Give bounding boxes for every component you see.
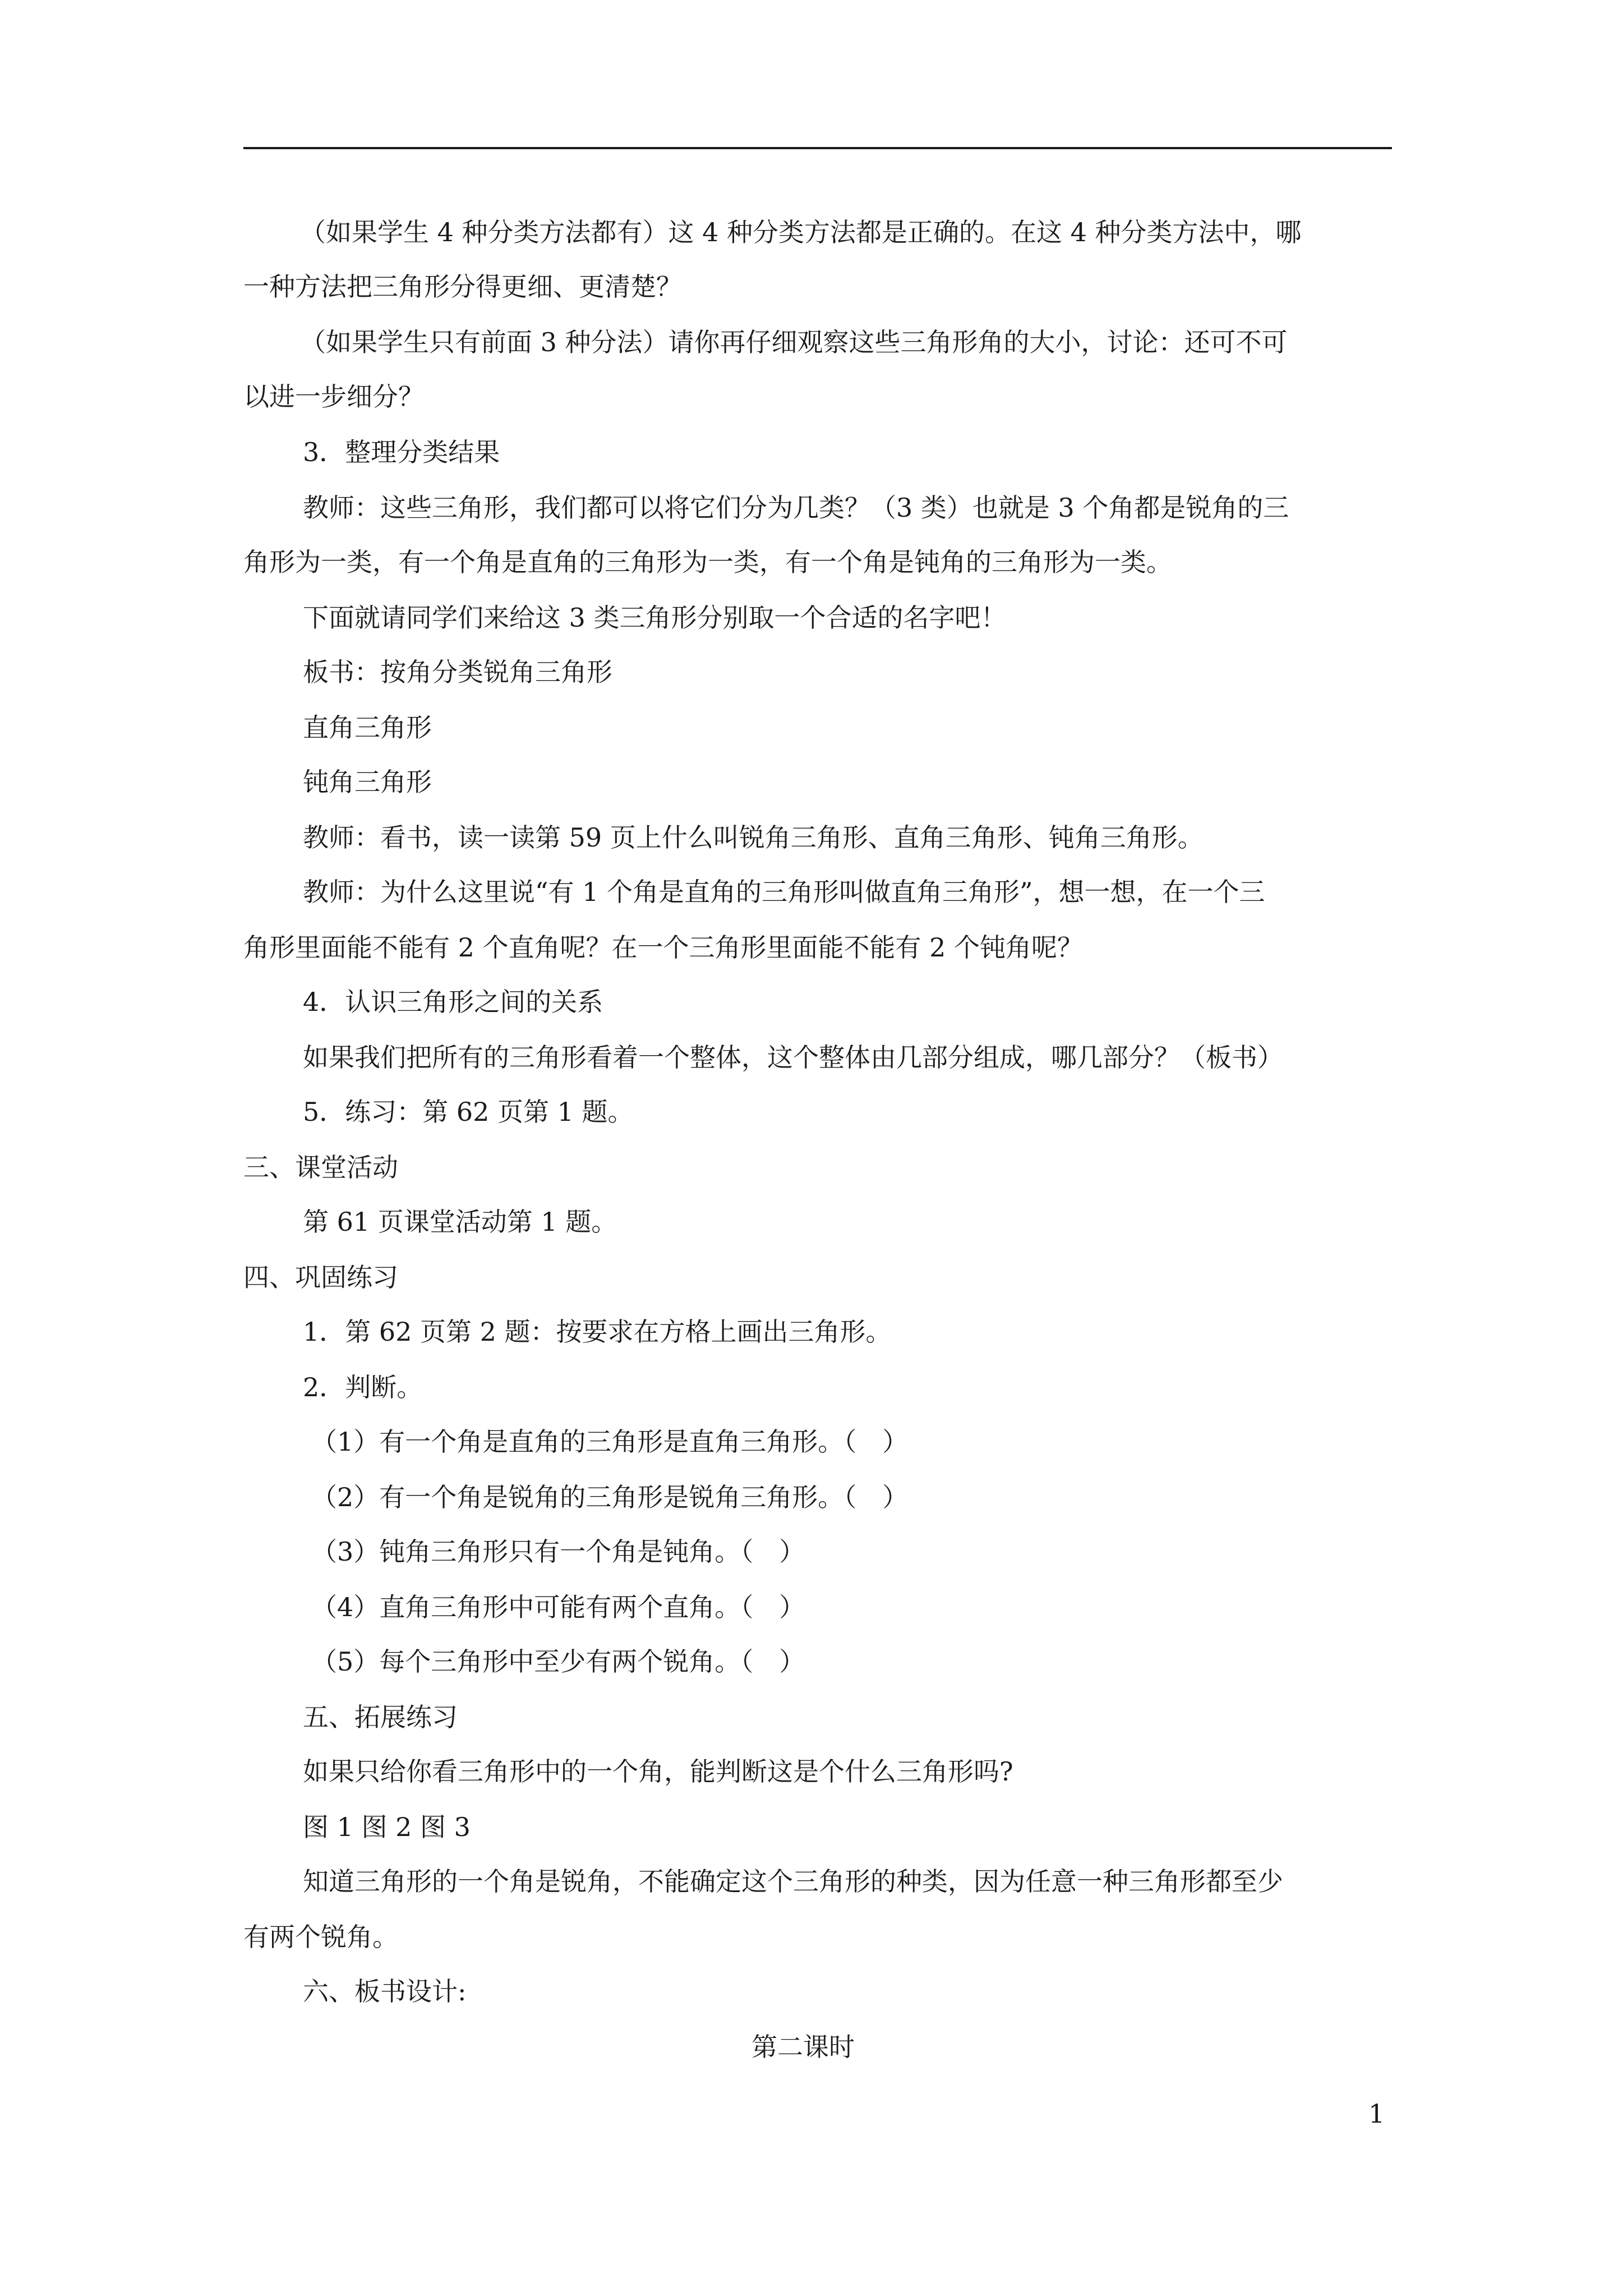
- text-line: 如果我们把所有的三角形看着一个整体，这个整体由几部分组成，哪几部分？（板书）: [303, 1042, 1283, 1073]
- text-line: （如果学生 4 种分类方法都有）这 4 种分类方法都是正确的。在这 4 种分类方法中，哪: [300, 217, 1302, 247]
- judgment-item: （5）每个三角形中至少有两个锐角。（ ）: [311, 1646, 805, 1677]
- judgment-item: （1）有一个角是直角的三角形是直角三角形。（ ）: [311, 1427, 909, 1457]
- text-line: 下面就请同学们来给这 3 类三角形分别取一个合适的名字吧！: [303, 602, 1007, 633]
- text-line: 第 61 页课堂活动第 1 题。: [303, 1207, 617, 1237]
- section-heading: 三、课堂活动: [243, 1152, 398, 1182]
- text-line: 5．练习：第 62 页第 1 题。: [303, 1097, 634, 1127]
- text-line: 教师：看书，读一读第 59 页上什么叫锐角三角形、直角三角形、钝角三角形。: [303, 822, 1204, 853]
- text-line: 2．判断。: [303, 1372, 423, 1402]
- text-line: （如果学生只有前面 3 种分法）请你再仔细观察这些三角形角的大小，讨论：还可不可: [300, 327, 1288, 357]
- text-line: 钝角三角形: [303, 767, 432, 797]
- judgment-item: （2）有一个角是锐角的三角形是锐角三角形。（ ）: [311, 1482, 909, 1512]
- text-line: 板书：按角分类锐角三角形: [303, 657, 612, 687]
- judgment-item: （3）钝角三角形只有一个角是钝角。（ ）: [311, 1536, 805, 1567]
- section-heading: 四、巩固练习: [243, 1262, 398, 1292]
- figure-labels: 图 1 图 2 图 3: [303, 1812, 471, 1842]
- lesson-title: 第二课时: [751, 2032, 855, 2062]
- judgment-item: （4）直角三角形中可能有两个直角。（ ）: [311, 1592, 805, 1622]
- text-line: 1．第 62 页第 2 题：按要求在方格上画出三角形。: [303, 1317, 892, 1347]
- section-heading: 4．认识三角形之间的关系: [303, 987, 603, 1017]
- text-line: 以进一步细分？: [243, 381, 424, 412]
- text-line: 教师：这些三角形，我们都可以将它们分为几类？（3 类）也就是 3 个角都是锐角的三: [303, 493, 1289, 523]
- page-number: 1: [1368, 2099, 1385, 2129]
- section-heading: 五、拓展练习: [303, 1702, 458, 1732]
- text-line: 有两个锐角。: [243, 1922, 398, 1952]
- text-line: 教师：为什么这里说“有 1 个角是直角的三角形叫做直角三角形”，想一想，在一个三: [303, 877, 1265, 907]
- text-line: 角形里面能不能有 2 个直角呢？在一个三角形里面能不能有 2 个钝角呢？: [243, 932, 1083, 963]
- text-line: 角形为一类，有一个角是直角的三角形为一类，有一个角是钝角的三角形为一类。: [243, 547, 1172, 577]
- header-rule: [243, 147, 1392, 149]
- section-heading: 六、板书设计:: [303, 1976, 467, 2007]
- text-line: 如果只给你看三角形中的一个角，能判断这是个什么三角形吗?: [303, 1756, 1013, 1787]
- text-line: 知道三角形的一个角是锐角，不能确定这个三角形的种类，因为任意一种三角形都至少: [303, 1866, 1283, 1897]
- text-line: 一种方法把三角形分得更细、更清楚？: [243, 272, 682, 302]
- text-line: 直角三角形: [303, 712, 432, 743]
- section-heading: 3．整理分类结果: [303, 437, 500, 467]
